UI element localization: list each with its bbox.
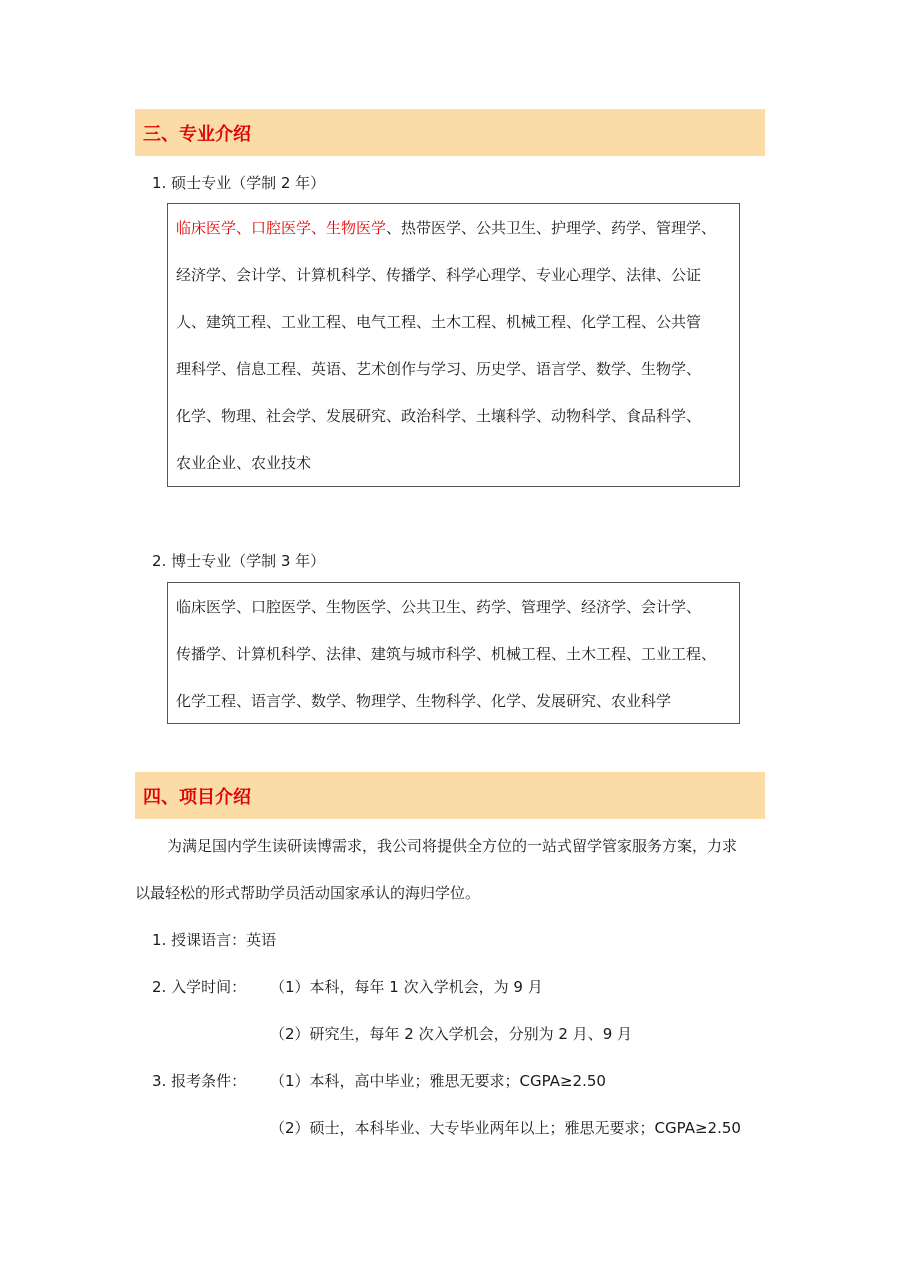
masters-line: 临床医学、口腔医学、生物医学、热带医学、公共卫生、护理学、药学、管理学、 [176,219,717,237]
section-header-program [135,772,765,819]
requirements-masters: （2）硕士，本科毕业、大专毕业两年以上；雅思无要求；CGPA≥2.50 [270,1119,741,1137]
enrollment-undergrad: （1）本科，每年 1 次入学机会，为 9 月 [270,978,543,996]
doctoral-line: 临床医学、口腔医学、生物医学、公共卫生、药学、管理学、经济学、会计学、 [176,598,702,616]
masters-line: 农业企业、农业技术 [176,454,312,472]
doctoral-majors-box [167,582,740,724]
section-title: 四、项目介绍 [143,786,251,808]
section-header-majors [135,109,765,156]
highlighted-majors: 临床医学、口腔医学、生物医学 [176,219,387,237]
masters-majors-box [167,203,740,487]
teaching-language-item: 1. 授课语言：英语 [152,931,277,949]
enrollment-graduate: （2）研究生，每年 2 次入学机会，分别为 2 月、9 月 [270,1025,633,1043]
masters-line: 经济学、会计学、计算机科学、传播学、科学心理学、专业心理学、法律、公证 [176,266,702,284]
masters-line: 化学、物理、社会学、发展研究、政治科学、土壤科学、动物科学、食品科学、 [176,407,702,425]
doctoral-line: 化学工程、语言学、数学、物理学、生物科学、化学、发展研究、农业科学 [176,692,672,710]
intro-paragraph-line: 以最轻松的形式帮助学员活动国家承认的海归学位。 [135,884,481,902]
section-title: 三、专业介绍 [143,123,251,145]
requirements-label: 3. 报考条件： [152,1072,247,1090]
requirements-undergrad: （1）本科，高中毕业；雅思无要求；CGPA≥2.50 [270,1072,606,1090]
intro-paragraph-line: 为满足国内学生读研读博需求，我公司将提供全方位的一站式留学管家服务方案，力求 [167,837,738,855]
masters-heading: 1. 硕士专业（学制 2 年） [152,174,326,192]
enrollment-time-label: 2. 入学时间： [152,978,247,996]
doctoral-heading: 2. 博士专业（学制 3 年） [152,552,326,570]
doctoral-line: 传播学、计算机科学、法律、建筑与城市科学、机械工程、土木工程、工业工程、 [176,645,717,663]
masters-line: 理科学、信息工程、英语、艺术创作与学习、历史学、语言学、数学、生物学、 [176,360,702,378]
masters-line: 人、建筑工程、工业工程、电气工程、土木工程、机械工程、化学工程、公共管 [176,313,702,331]
